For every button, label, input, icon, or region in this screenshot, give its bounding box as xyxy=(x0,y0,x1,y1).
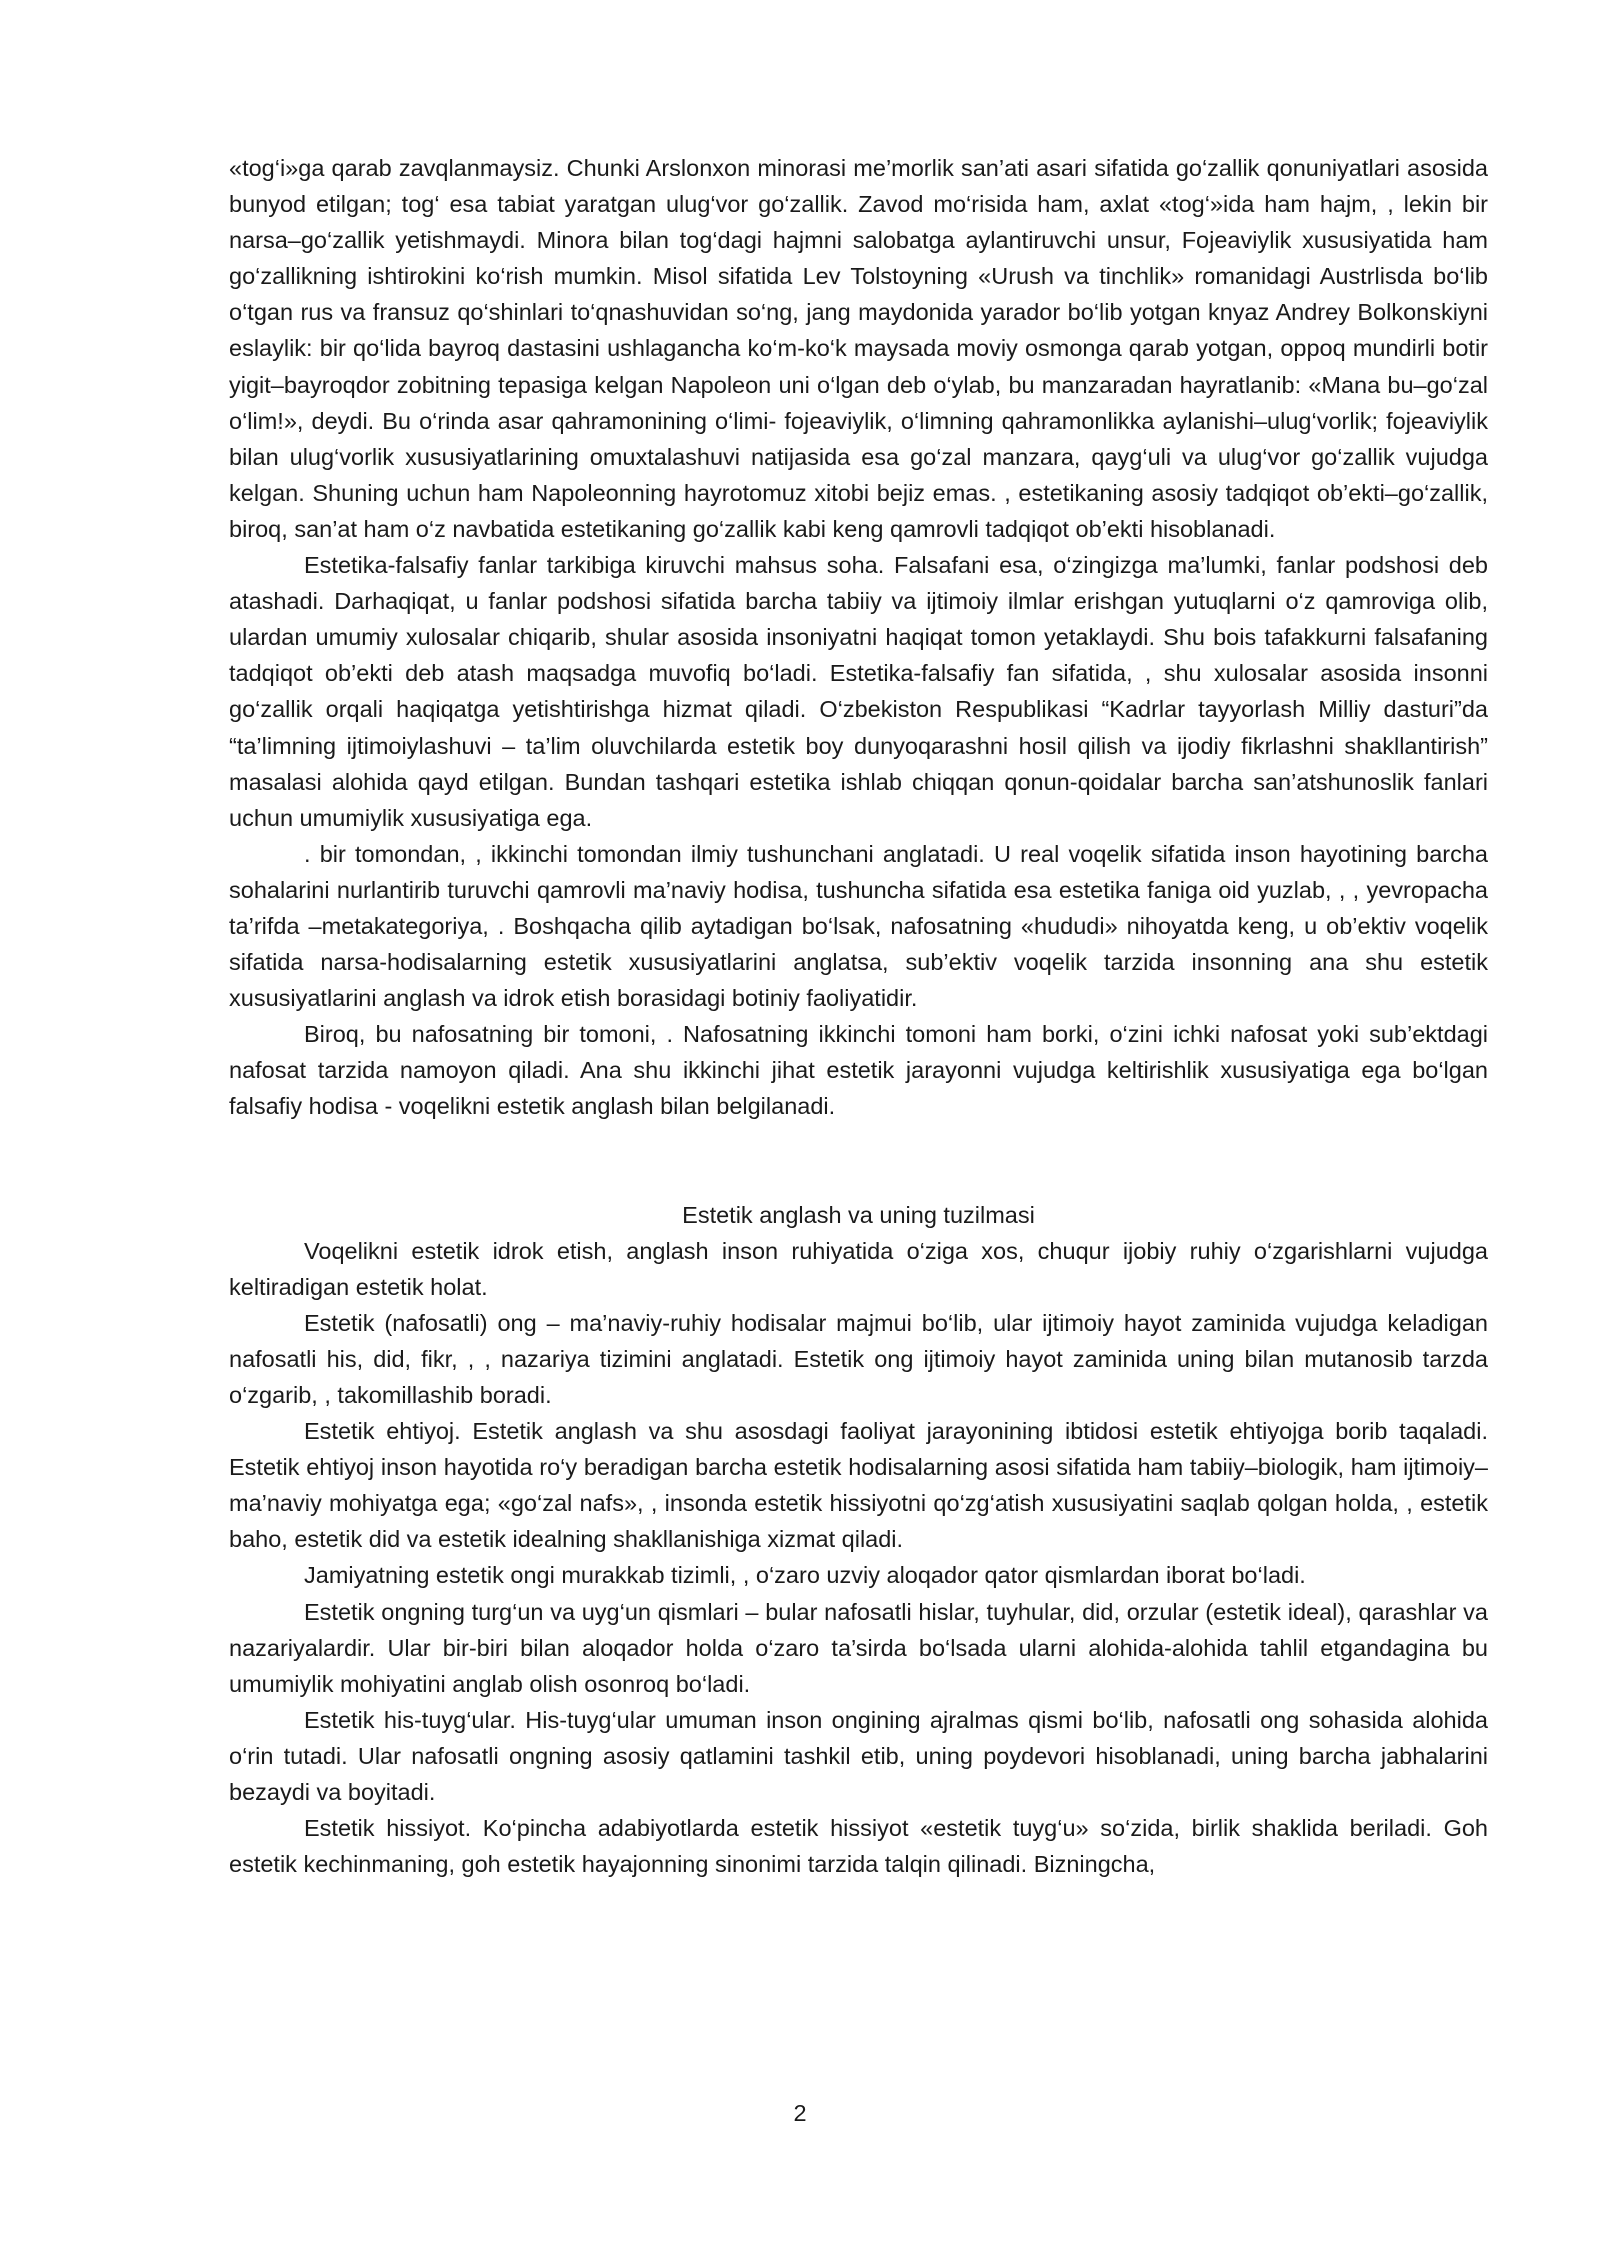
document-page xyxy=(229,150,1488,1882)
paragraph: «tog‘i»ga qarab zavqlanmaysiz. Chunki Arslonxon minorasi me’morlik san’ati asari sifatida go‘zallik qonuniyatlari asosida bunyod etilgan; tog‘ esa tabiat yaratgan ulug‘vor go‘zallik. Zavod mo‘risida ham, axlat «tog‘»ida ham hajm, , lekin bir narsa–go‘zallik yetishmaydi. Minora bilan tog‘dagi hajmni salobatga aylantiruvchi unsur, Fojeaviylik xususiyatida ham go‘zallikning ishtirokini ko‘rish mumkin. Misol sifatida Lev Tolstoyning «Urush va tinchlik» romanidagi Austrlisda bo‘lib o‘tgan rus va fransuz qo‘shinlari to‘qnashuvidan so‘ng, jang maydonida yarador bo‘lib yotgan knyaz Andrey Bolkonskiyni eslaylik: bir qo‘lida bayroq dastasini ushlagancha ko‘m-ko‘k maysada moviy osmonga qarab yotgan, oppoq mundirli botir yigit–bayroqdor zobitning tepasiga kelgan Napoleon uni o‘lgan deb o‘ylab, bu manzaradan hayratlanib: «Mana bu–go‘zal o‘lim!», deydi. Bu o‘rinda asar qahramonining o‘limi- fojeaviylik, o‘limning qahramonlikka aylanishi–ulug‘vorlik; fojeaviylik bilan ulug‘vorlik xususiyatlarining omuxtalashuvi natijasida esa go‘zal manzara, qayg‘uli va ulug‘vor go‘zallik vujudga kelgan. Shuning uchun ham Napoleonning hayrotomuz xitobi bejiz emas. , estetikaning asosiy tadqiqot ob’ekti–go‘zallik, biroq, san’at ham o‘z navbatida estetikaning go‘zallik kabi keng qamrovli tadqiqot ob’ekti hisoblanadi. xyxy=(229,155,1488,542)
section-spacer xyxy=(229,1125,1488,1197)
paragraph: Estetik hissiyot. Ko‘pincha adabiyotlarda estetik hissiyot «estetik tuyg‘u» so‘zida, birlik shaklida beriladi. Goh estetik kechinmaning, goh estetik hayajonning sinonimi tarzida talqin qilinadi. Bizningcha, xyxy=(229,1815,1488,1878)
paragraph: Jamiyatning estetik ongi murakkab tizimli, , o‘zaro uzviy aloqador qator qismlardan iborat bo‘ladi. xyxy=(304,1562,1306,1589)
paragraph: Voqelikni estetik idrok etish, anglash inson ruhiyatida o‘ziga xos, chuqur ijobiy ruhiy o‘zgarishlarni vujudga keltiradigan estetik holat. xyxy=(229,1237,1488,1300)
paragraph: . bir tomondan, , ikkinchi tomondan ilmiy tushunchani anglatadi. U real voqelik sifatida inson hayotining barcha sohalarini nurlantirib turuvchi qamrovli ma’naviy hodisa, tushuncha sifatida esa estetika faniga oid yuzlab, , , yevropacha ta’rifda –metakategoriya, . Boshqacha qilib aytadigan bo‘lsak, nafosatning «hududi» nihoyatda keng, u ob’ektiv voqelik sifatida narsa-hodisalarning estetik xususiyatlarini anglatsa, sub’ektiv voqelik tarzida insonning ana shu estetik xususiyatlarini anglash va idrok etish borasidagi botiniy faoliyatidir. xyxy=(229,840,1488,1012)
paragraph: Estetik ehtiyoj. Estetik anglash va shu asosdagi faoliyat jarayonining ibtidosi estetik ehtiyojga borib taqaladi. Estetik ehtiyoj inson hayotida ro‘y beradigan barcha estetik hodisalarning asosi sifatida ham tabiiy–biologik, ham ijtimoiy–ma’naviy mohiyatga ega; «go‘zal nafs», , insonda estetik hissiyotni qo‘zg‘atish xususiyatini saqlab qolgan holda, , estetik baho, estetik did va estetik idealning shakllanishiga xizmat qiladi. xyxy=(229,1418,1488,1553)
paragraph: Estetik (nafosatli) ong – ma’naviy-ruhiy hodisalar majmui bo‘lib, ular ijtimoiy hayot zaminida vujudga keladigan nafosatli his, did, fikr, , , nazariya tizimini anglatadi. Estetik ong ijtimoiy hayot zaminida uning bilan mutanosib tarzda o‘zgarib, , takomillashib boradi. xyxy=(229,1309,1488,1408)
section-heading: Estetik anglash va uning tuzilmasi xyxy=(682,1201,1035,1228)
paragraph: Estetik his-tuyg‘ular. His-tuyg‘ular umuman inson ongining ajralmas qismi bo‘lib, nafosatli ong sohasida alohida o‘rin tutadi. Ular nafosatli ongning asosiy qatlamini tashkil etib, uning poydevori hisoblanadi, uning barcha jabhalarini bezaydi va boyitadi. xyxy=(229,1706,1488,1806)
page-number: 2 xyxy=(793,2100,807,2126)
paragraph: Estetik ongning turg‘un va uyg‘un qismlari – bular nafosatli hislar, tuyhular, did, orzular (estetik ideal), qarashlar va nazariyalardir. Ular bir-biri bilan aloqador holda o‘zaro ta’sirda bo‘lsada ularni alohida-alohida tahlil etgandagina bu umumiylik mohiyatini anglab olish osonroq bo‘ladi. xyxy=(229,1598,1488,1697)
paragraph: Estetika-falsafiy fanlar tarkibiga kiruvchi mahsus soha. Falsafani esa, o‘zingizga ma’lumki, fanlar podshosi deb atashadi. Darhaqiqat, u fanlar podshosi sifatida barcha tabiiy va ijtimoiy ilmlar erishgan yutuqlarni o‘z qamroviga olib, ulardan umumiy xulosalar chiqarib, shular asosida insoniyatni haqiqat tomon yetaklaydi. Shu bois tafakkurni falsafaning tadqiqot ob’ekti deb atash maqsadga muvofiq bo‘ladi. Estetika-falsafiy fan sifatida, , shu xulosalar asosida insonni go‘zallik orqali haqiqatga yetishtirishga hizmat qiladi. O‘zbekiston Respublikasi “Kadrlar tayyorlash Milliy dasturi”da “ta’limning ijtimoiylashuvi – ta’lim oluvchilarda estetik boy dunyoqarashni hosil qilish va ijodiy fikrlashni shakllantirish” masalasi alohida qayd etilgan. Bundan tashqari estetika ishlab chiqqan qonun-qoidalar barcha san’atshunoslik fanlari uchun umumiylik xususiyatiga ega. xyxy=(229,552,1488,831)
paragraph: Biroq, bu nafosatning bir tomoni, . Nafosatning ikkinchi tomoni ham borki, o‘zini ichki nafosat yoki sub’ektdagi nafosat tarzida namoyon qiladi. Ana shu ikkinchi jihat estetik jarayonni vujudga keltirishlik xususiyatiga ega bo‘lgan falsafiy hodisa - voqelikni estetik anglash bilan belgilanadi. xyxy=(229,1021,1488,1120)
